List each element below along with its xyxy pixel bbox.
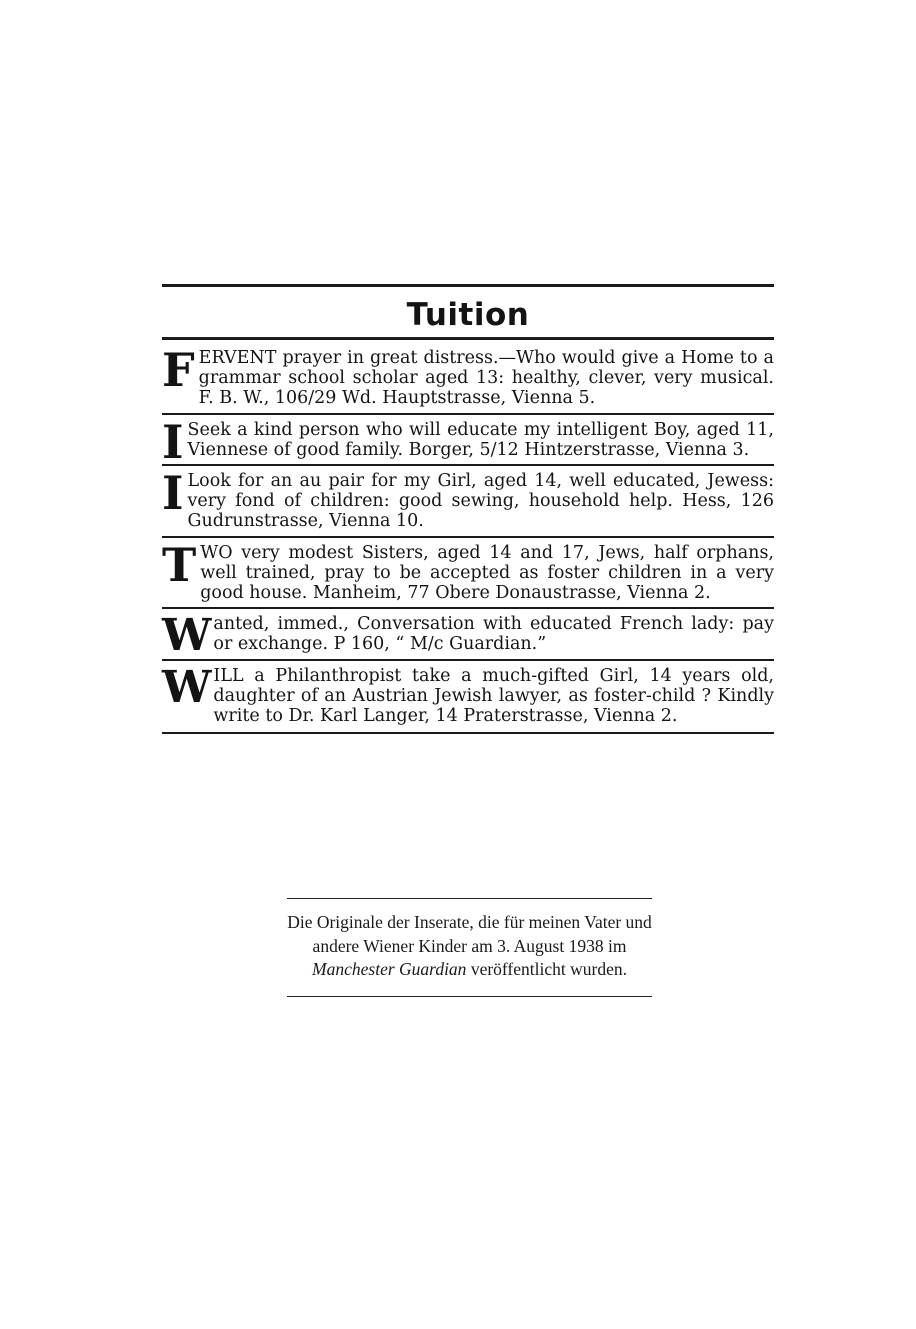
ad-text: Look for an au pair for my Girl, aged 14, well educated, Jewess: very fond of children: good sewing, household help. Hess, 126 Gudrunstrasse, Vienna 10. [187,471,774,532]
drop-cap: F [162,343,195,397]
drop-cap: W [162,610,212,662]
drop-cap: T [162,537,197,592]
figure-caption [287,898,652,997]
newspaper-clipping [162,284,774,734]
caption-newspaper-title: Manchester Guardian [312,959,467,979]
ad-text: Seek a kind person who will educate my intelligent Boy, aged 11, Viennese of good family. Borger, 5/12 Hintzerstrasse, Vienna 3. [187,419,774,460]
classified-ad [162,338,774,413]
ad-text: WO very modest Sisters, aged 14 and 17, Jews, half orphans, well trained, pray to be accepted as foster children in a very good house. Manheim, 77 Obere Donaustrasse, Vienna 2. [200,542,774,604]
ad-text: anted, immed., Conversation with educated French lady: pay or exchange. P 160, “ M/c Guardian.” [213,614,774,655]
drop-cap: I [162,414,184,469]
classified-ad [162,607,774,662]
caption-text-end: veröffentlicht wurden. [466,959,627,979]
bottom-rule [162,732,774,734]
classified-ad [162,536,774,608]
classified-ad [162,464,774,536]
ad-text: ERVENT prayer in great distress.—Who would give a Home to a grammar school scholar aged 13: healthy, clever, very musical. F. B. W., 106/29 Wd. Hauptstrasse, Vienna 5. [198,348,774,409]
classified-ad [162,413,774,469]
drop-cap: W [162,661,212,713]
caption-text-start: Die Originale der Inserate, die für meinen Vater und andere Wiener Kinder am 3. August 1938 im [287,912,652,956]
drop-cap: I [162,466,184,521]
classified-ad [162,659,774,731]
section-heading: Tuition [406,297,530,333]
ad-text: ILL a Philanthropist take a much-gifted Girl, 14 years old, daughter of an Austrian Jewish lawyer, as foster-child ? Kindly write to Dr. Karl Langer, 14 Praterstrasse, Vienna 2. [213,665,774,727]
